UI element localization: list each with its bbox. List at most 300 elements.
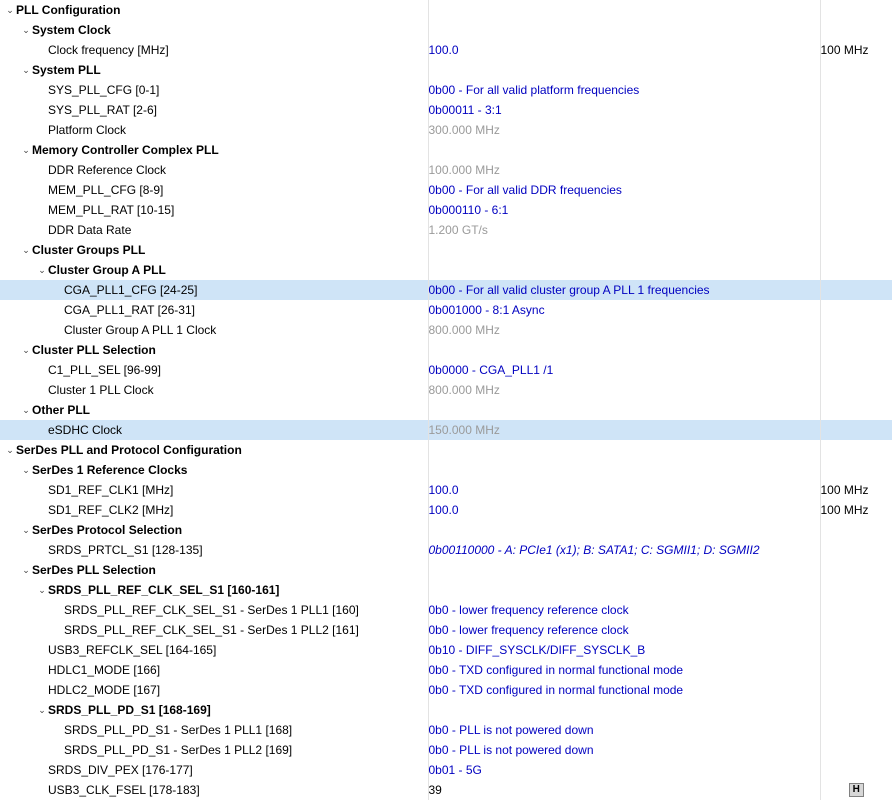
tree-row-value: 0b0 - PLL is not powered down xyxy=(428,743,594,757)
tree-row-name-cell[interactable] xyxy=(0,40,428,60)
tree-row-label: Cluster PLL Selection xyxy=(32,343,156,357)
chevron-down-icon[interactable]: ⌄ xyxy=(22,565,30,575)
tree-row-label: MEM_PLL_CFG [8-9] xyxy=(48,183,164,197)
tree-row[interactable] xyxy=(0,520,892,540)
chevron-placeholder-icon xyxy=(36,80,48,100)
tree-row-value: 0b00 - For all valid platform frequencies xyxy=(428,83,640,97)
tree-row-extra-cell[interactable] xyxy=(820,440,892,460)
tree-row-value-cell[interactable] xyxy=(428,460,820,480)
tree-row-value-cell[interactable] xyxy=(428,80,820,100)
tree-row-value-cell[interactable] xyxy=(428,500,820,520)
indent-spacer xyxy=(0,410,20,411)
tree-row-extra-cell[interactable] xyxy=(820,160,892,180)
tree-row-extra-cell[interactable] xyxy=(820,400,892,420)
tree-row-name-cell[interactable] xyxy=(0,100,428,120)
tree-row-name-cell[interactable] xyxy=(0,260,428,280)
tree-row-name-cell[interactable] xyxy=(0,580,428,600)
tree-row-value-cell[interactable] xyxy=(428,740,820,760)
tree-row-extra-cell[interactable] xyxy=(820,480,892,500)
tree-row-value-cell[interactable] xyxy=(428,120,820,140)
tree-row-value: 0b10 - DIFF_SYSCLK/DIFF_SYSCLK_B xyxy=(428,643,646,657)
tree-row[interactable] xyxy=(0,40,892,60)
tree-row-name-cell[interactable] xyxy=(0,540,428,560)
chevron-down-icon[interactable]: ⌄ xyxy=(22,465,30,475)
tree-row-value-cell[interactable] xyxy=(428,40,820,60)
chevron-placeholder-icon xyxy=(36,760,48,780)
tree-row[interactable] xyxy=(0,480,892,500)
tree-row-label: SRDS_PLL_REF_CLK_SEL_S1 - SerDes 1 PLL1 [160] xyxy=(64,603,359,617)
tree-row-extra-cell[interactable] xyxy=(820,180,892,200)
tree-row-label: USB3_CLK_FSEL [178-183] xyxy=(48,783,200,797)
indent-spacer xyxy=(0,390,36,391)
chevron-down-icon[interactable]: ⌄ xyxy=(22,245,30,255)
tree-row-extra-cell[interactable] xyxy=(820,780,892,800)
chevron-placeholder-icon xyxy=(36,220,48,240)
tree-row-value: 100.0 xyxy=(428,503,459,517)
tree-row-value: 300.000 MHz xyxy=(428,123,500,137)
tree-row-extra-cell[interactable] xyxy=(820,20,892,40)
tree-row-value-cell[interactable] xyxy=(428,0,820,20)
tree-row[interactable] xyxy=(0,360,892,380)
tree-row[interactable] xyxy=(0,620,892,640)
tree-row-value-cell[interactable] xyxy=(428,100,820,120)
tree-row-extra-cell[interactable] xyxy=(820,420,892,440)
tree-row-extra-cell[interactable] xyxy=(820,40,892,60)
chevron-placeholder-icon xyxy=(52,620,64,640)
tree-row[interactable] xyxy=(0,20,892,40)
indent-spacer xyxy=(0,190,36,191)
chevron-down-icon[interactable]: ⌄ xyxy=(38,585,46,595)
tree-row-name-cell[interactable] xyxy=(0,480,428,500)
tree-row-name-cell[interactable] xyxy=(0,620,428,640)
tree-row-name-cell[interactable] xyxy=(0,660,428,680)
chevron-placeholder-icon xyxy=(36,360,48,380)
chevron-down-icon[interactable]: ⌄ xyxy=(22,65,30,75)
tree-row-name-cell[interactable] xyxy=(0,500,428,520)
tree-row[interactable] xyxy=(0,640,892,660)
tree-row-value: 0b00110000 - A: PCIe1 (x1); B: SATA1; C: SGMII1; D: SGMII2 xyxy=(428,543,760,557)
tree-row-extra-cell[interactable] xyxy=(820,0,892,20)
tree-row-name-cell[interactable] xyxy=(0,680,428,700)
tree-row-label: Clock frequency [MHz] xyxy=(48,43,169,57)
tree-row-label: SRDS_PLL_PD_S1 - SerDes 1 PLL2 [169] xyxy=(64,743,293,757)
chevron-down-icon[interactable]: ⌄ xyxy=(6,5,14,15)
chevron-placeholder-icon xyxy=(36,200,48,220)
tree-row-label: SYS_PLL_CFG [0-1] xyxy=(48,83,160,97)
tree-row-label: System PLL xyxy=(32,63,101,77)
tree-row[interactable] xyxy=(0,60,892,80)
tree-row-extra-cell[interactable] xyxy=(820,120,892,140)
tree-row-extra-cell[interactable] xyxy=(820,720,892,740)
tree-row-value-cell[interactable] xyxy=(428,140,820,160)
tree-row-label: SRDS_DIV_PEX [176-177] xyxy=(48,763,193,777)
chevron-placeholder-icon xyxy=(36,40,48,60)
tree-row-name-cell[interactable] xyxy=(0,600,428,620)
tree-row-value: 800.000 MHz xyxy=(428,323,500,337)
tree-row-name-cell[interactable] xyxy=(0,700,428,720)
chevron-placeholder-icon xyxy=(52,280,64,300)
tree-row-extra-cell[interactable] xyxy=(820,520,892,540)
tree-row-value: 0b001000 - 8:1 Async xyxy=(428,303,545,317)
tree-row-extra-cell[interactable] xyxy=(820,240,892,260)
chevron-down-icon[interactable]: ⌄ xyxy=(22,525,30,535)
tree-row-value: 0b000110 - 6:1 xyxy=(428,203,509,217)
tree-row-label: SRDS_PLL_REF_CLK_SEL_S1 [160-161] xyxy=(48,583,280,597)
tree-row-value-cell[interactable] xyxy=(428,180,820,200)
tree-row-value-cell[interactable] xyxy=(428,60,820,80)
tree-row-value-cell[interactable] xyxy=(428,360,820,380)
tree-row-name-cell[interactable] xyxy=(0,460,428,480)
tree-row-value: 1.200 GT/s xyxy=(428,223,488,237)
tree-row-value-cell[interactable] xyxy=(428,160,820,180)
tree-row[interactable] xyxy=(0,540,892,560)
tree-row-name-cell[interactable] xyxy=(0,560,428,580)
indent-spacer xyxy=(0,350,20,351)
tree-row-name-cell[interactable] xyxy=(0,140,428,160)
tree-row-extra-cell[interactable] xyxy=(820,100,892,120)
tree-row-name-cell[interactable] xyxy=(0,440,428,460)
tree-row-extra-cell[interactable] xyxy=(820,700,892,720)
tree-row-value-cell[interactable] xyxy=(428,680,820,700)
chevron-down-icon[interactable]: ⌄ xyxy=(6,445,14,455)
indent-spacer xyxy=(0,750,52,751)
tree-row-extra: 100 MHz xyxy=(820,483,869,497)
tree-row-extra-cell[interactable] xyxy=(820,380,892,400)
chevron-placeholder-icon xyxy=(52,720,64,740)
tree-row-name-cell[interactable] xyxy=(0,720,428,740)
indent-spacer xyxy=(0,370,36,371)
tree-row-extra: 100 MHz xyxy=(820,503,869,517)
tree-row-name-cell[interactable] xyxy=(0,180,428,200)
tree-row-value-cell[interactable] xyxy=(428,320,820,340)
tree-row-name-cell[interactable] xyxy=(0,400,428,420)
tree-row-label: SRDS_PLL_PD_S1 - SerDes 1 PLL1 [168] xyxy=(64,723,293,737)
tree-row-value-cell[interactable] xyxy=(428,560,820,580)
chevron-placeholder-icon xyxy=(36,420,48,440)
tree-row-label: SRDS_PLL_PD_S1 [168-169] xyxy=(48,703,211,717)
tree-row-name-cell[interactable] xyxy=(0,200,428,220)
tree-row-extra-cell[interactable] xyxy=(820,300,892,320)
tree-row-name-cell[interactable] xyxy=(0,60,428,80)
indent-spacer xyxy=(0,550,36,551)
tree-row[interactable] xyxy=(0,440,892,460)
tree-row[interactable] xyxy=(0,280,892,300)
tree-row-extra-cell[interactable] xyxy=(820,740,892,760)
tree-row-label: System Clock xyxy=(32,23,111,37)
indent-spacer xyxy=(0,230,36,231)
tree-row[interactable] xyxy=(0,600,892,620)
tree-row-value-cell[interactable] xyxy=(428,520,820,540)
tree-row-value-cell[interactable] xyxy=(428,280,820,300)
indent-spacer xyxy=(0,210,36,211)
tree-row-label: HDLC1_MODE [166] xyxy=(48,663,161,677)
tree-row-extra-cell[interactable] xyxy=(820,680,892,700)
tree-row-name-cell[interactable] xyxy=(0,740,428,760)
tree-row-value: 39 xyxy=(428,783,442,797)
tree-row[interactable] xyxy=(0,380,892,400)
tree-row[interactable] xyxy=(0,120,892,140)
indent-spacer xyxy=(0,290,52,291)
tree-row-value-cell[interactable] xyxy=(428,300,820,320)
tree-row[interactable] xyxy=(0,260,892,280)
tree-row-value-cell[interactable] xyxy=(428,20,820,40)
tree-row-extra-cell[interactable] xyxy=(820,220,892,240)
tree-row-value: 0b00 - For all valid cluster group A PLL 1 frequencies xyxy=(428,283,710,297)
indent-spacer xyxy=(0,650,36,651)
tree-row-name-cell[interactable] xyxy=(0,520,428,540)
tree-row-extra-cell[interactable] xyxy=(820,500,892,520)
tree-row-name-cell[interactable] xyxy=(0,300,428,320)
chevron-placeholder-icon xyxy=(36,160,48,180)
tree-row-extra-cell[interactable] xyxy=(820,760,892,780)
tree-row[interactable] xyxy=(0,320,892,340)
chevron-down-icon[interactable]: ⌄ xyxy=(22,25,30,35)
indent-spacer xyxy=(0,170,36,171)
indent-spacer xyxy=(0,70,20,71)
tree-row-value-cell[interactable] xyxy=(428,240,820,260)
tree-row-value: 0b01 - 5G xyxy=(428,763,482,777)
indent-spacer xyxy=(0,470,20,471)
tree-row-value: 100.0 xyxy=(428,43,459,57)
chevron-placeholder-icon xyxy=(36,380,48,400)
tree-row-value-cell[interactable] xyxy=(428,760,820,780)
chevron-placeholder-icon xyxy=(36,120,48,140)
tree-row-label: SYS_PLL_RAT [2-6] xyxy=(48,103,157,117)
tree-row-extra-cell[interactable] xyxy=(820,340,892,360)
tree-row-name-cell[interactable] xyxy=(0,240,428,260)
tree-row-label: PLL Configuration xyxy=(16,3,121,17)
tree-row-value: 0b0 - lower frequency reference clock xyxy=(428,603,629,617)
tree-row-name-cell[interactable] xyxy=(0,20,428,40)
tree-row-value-cell[interactable] xyxy=(428,220,820,240)
tree-row-value-cell[interactable] xyxy=(428,780,820,800)
tree-row[interactable] xyxy=(0,140,892,160)
tree-row[interactable] xyxy=(0,500,892,520)
tree-row-value: 0b0 - PLL is not powered down xyxy=(428,723,594,737)
chevron-placeholder-icon xyxy=(36,660,48,680)
tree-row-label: Cluster Group A PLL 1 Clock xyxy=(64,323,217,337)
tree-row-value: 0b0 - TXD configured in normal functional mode xyxy=(428,663,684,677)
tree-row-value-cell[interactable] xyxy=(428,700,820,720)
tree-row-extra-cell[interactable] xyxy=(820,360,892,380)
tree-row-value-cell[interactable] xyxy=(428,440,820,460)
tree-row[interactable] xyxy=(0,660,892,680)
tree-row[interactable] xyxy=(0,200,892,220)
tree-row-label: DDR Reference Clock xyxy=(48,163,167,177)
tree-row-name-cell[interactable] xyxy=(0,420,428,440)
chevron-placeholder-icon xyxy=(36,640,48,660)
indent-spacer xyxy=(0,110,36,111)
tree-row-extra-cell[interactable] xyxy=(820,620,892,640)
tree-row-value: 0b00 - For all valid DDR frequencies xyxy=(428,183,622,197)
indent-spacer xyxy=(0,790,36,791)
tree-row-extra-cell[interactable] xyxy=(820,200,892,220)
tree-row-label: eSDHC Clock xyxy=(48,423,123,437)
tree-row-value: 0b0 - TXD configured in normal functional mode xyxy=(428,683,684,697)
indent-spacer xyxy=(0,310,52,311)
indent-spacer xyxy=(0,130,36,131)
indent-spacer xyxy=(0,30,20,31)
tree-row-extra-cell[interactable] xyxy=(820,140,892,160)
tree-row-label: SerDes PLL Selection xyxy=(32,563,156,577)
tree-row[interactable] xyxy=(0,460,892,480)
tree-row[interactable] xyxy=(0,80,892,100)
tree-row-label: Platform Clock xyxy=(48,123,127,137)
tree-row-name-cell[interactable] xyxy=(0,340,428,360)
indent-spacer xyxy=(0,270,36,271)
indent-spacer xyxy=(0,590,36,591)
tree-row-value-cell[interactable] xyxy=(428,200,820,220)
tree-row-label: DDR Data Rate xyxy=(48,223,132,237)
tree-row[interactable] xyxy=(0,760,892,780)
tree-row[interactable] xyxy=(0,780,892,800)
tree-row-name-cell[interactable] xyxy=(0,120,428,140)
tree-row-extra-cell[interactable] xyxy=(820,60,892,80)
tree-row-value-cell[interactable] xyxy=(428,480,820,500)
tree-row[interactable] xyxy=(0,720,892,740)
indent-spacer xyxy=(0,630,52,631)
tree-row[interactable] xyxy=(0,420,892,440)
tree-row-extra-cell[interactable] xyxy=(820,260,892,280)
indent-spacer xyxy=(0,690,36,691)
chevron-down-icon[interactable]: ⌄ xyxy=(38,705,46,715)
tree-row-value-cell[interactable] xyxy=(428,660,820,680)
indent-spacer xyxy=(0,430,36,431)
tree-row-value-cell[interactable] xyxy=(428,540,820,560)
tree-row-label: SerDes 1 Reference Clocks xyxy=(32,463,188,477)
tree-row-value-cell[interactable] xyxy=(428,400,820,420)
tree-row-label: Cluster 1 PLL Clock xyxy=(48,383,154,397)
tree-row-value-cell[interactable] xyxy=(428,260,820,280)
tree-row-extra-cell[interactable] xyxy=(820,320,892,340)
chevron-down-icon[interactable]: ⌄ xyxy=(22,405,30,415)
chevron-placeholder-icon xyxy=(36,680,48,700)
indent-spacer xyxy=(0,510,36,511)
tree-row[interactable] xyxy=(0,740,892,760)
indent-spacer xyxy=(0,490,36,491)
indent-spacer xyxy=(0,250,20,251)
tree-row[interactable] xyxy=(0,160,892,180)
tree-row-value-cell[interactable] xyxy=(428,720,820,740)
indent-spacer xyxy=(0,770,36,771)
tree-row[interactable] xyxy=(0,560,892,580)
tree-row-extra-cell[interactable] xyxy=(820,80,892,100)
tree-row-name-cell[interactable] xyxy=(0,80,428,100)
tree-row-extra: 100 MHz xyxy=(820,43,869,57)
tree-row-label: MEM_PLL_RAT [10-15] xyxy=(48,203,175,217)
tree-row-label: C1_PLL_SEL [96-99] xyxy=(48,363,161,377)
tree-row[interactable] xyxy=(0,240,892,260)
tree-row-name-cell[interactable] xyxy=(0,380,428,400)
tree-row[interactable] xyxy=(0,700,892,720)
tree-row[interactable] xyxy=(0,180,892,200)
indent-spacer xyxy=(0,710,36,711)
hex-format-badge[interactable]: H xyxy=(849,783,864,797)
tree-row[interactable] xyxy=(0,340,892,360)
chevron-placeholder-icon xyxy=(36,780,48,800)
tree-row-value: 100.000 MHz xyxy=(428,163,500,177)
tree-row-extra-cell[interactable] xyxy=(820,460,892,480)
tree-row-label: SRDS_PRTCL_S1 [128-135] xyxy=(48,543,203,557)
indent-spacer xyxy=(0,530,20,531)
tree-row-label: SerDes Protocol Selection xyxy=(32,523,183,537)
tree-row[interactable] xyxy=(0,580,892,600)
tree-row-extra-cell[interactable] xyxy=(820,560,892,580)
tree-row-name-cell[interactable] xyxy=(0,760,428,780)
tree-row-value-cell[interactable] xyxy=(428,640,820,660)
chevron-placeholder-icon xyxy=(52,300,64,320)
tree-row-extra-cell[interactable] xyxy=(820,660,892,680)
tree-row-name-cell[interactable] xyxy=(0,360,428,380)
tree-row-value-cell[interactable] xyxy=(428,380,820,400)
tree-row-value-cell[interactable] xyxy=(428,420,820,440)
tree-row-name-cell[interactable] xyxy=(0,280,428,300)
chevron-placeholder-icon xyxy=(36,500,48,520)
tree-row-value: 100.0 xyxy=(428,483,459,497)
indent-spacer xyxy=(0,730,52,731)
indent-spacer xyxy=(0,670,36,671)
tree-row-name-cell[interactable] xyxy=(0,220,428,240)
tree-row-label: Cluster Groups PLL xyxy=(32,243,146,257)
chevron-placeholder-icon xyxy=(36,480,48,500)
tree-row-extra-cell[interactable] xyxy=(820,540,892,560)
chevron-down-icon[interactable]: ⌄ xyxy=(22,145,30,155)
indent-spacer xyxy=(0,90,36,91)
tree-row[interactable] xyxy=(0,300,892,320)
tree-row-label: CGA_PLL1_RAT [26-31] xyxy=(64,303,195,317)
tree-row-value: 800.000 MHz xyxy=(428,383,500,397)
tree-row-value-cell[interactable] xyxy=(428,600,820,620)
tree-row-label: USB3_REFCLK_SEL [164-165] xyxy=(48,643,217,657)
tree-row[interactable] xyxy=(0,0,892,20)
tree-row-label: HDLC2_MODE [167] xyxy=(48,683,161,697)
tree-row[interactable] xyxy=(0,100,892,120)
indent-spacer xyxy=(0,610,52,611)
tree-row-extra-cell[interactable] xyxy=(820,280,892,300)
tree-row-value: 0b0 - lower frequency reference clock xyxy=(428,623,629,637)
tree-row-name-cell[interactable] xyxy=(0,160,428,180)
tree-row[interactable] xyxy=(0,680,892,700)
chevron-placeholder-icon xyxy=(36,540,48,560)
tree-row[interactable] xyxy=(0,220,892,240)
chevron-placeholder-icon xyxy=(36,180,48,200)
tree-row-value: 0b0000 - CGA_PLL1 /1 xyxy=(428,363,554,377)
tree-row-value-cell[interactable] xyxy=(428,340,820,360)
chevron-placeholder-icon xyxy=(52,740,64,760)
tree-row-label: Cluster Group A PLL xyxy=(48,263,166,277)
tree-row-value: 0b00011 - 3:1 xyxy=(428,103,502,117)
tree-row-extra-cell[interactable] xyxy=(820,580,892,600)
chevron-down-icon[interactable]: ⌄ xyxy=(22,345,30,355)
chevron-down-icon[interactable]: ⌄ xyxy=(38,265,46,275)
tree-row-name-cell[interactable] xyxy=(0,640,428,660)
tree-row-label: SerDes PLL and Protocol Configuration xyxy=(16,443,242,457)
tree-row-label: Other PLL xyxy=(32,403,91,417)
tree-row-value: 150.000 MHz xyxy=(428,423,500,437)
tree-row-name-cell[interactable] xyxy=(0,780,428,800)
tree-row[interactable] xyxy=(0,400,892,420)
tree-row-label: SD1_REF_CLK2 [MHz] xyxy=(48,503,174,517)
tree-row-label: SRDS_PLL_REF_CLK_SEL_S1 - SerDes 1 PLL2 [161] xyxy=(64,623,359,637)
chevron-placeholder-icon xyxy=(52,600,64,620)
tree-row-value-cell[interactable] xyxy=(428,580,820,600)
tree-row-name-cell[interactable] xyxy=(0,320,428,340)
tree-row-extra-cell[interactable] xyxy=(820,640,892,660)
indent-spacer xyxy=(0,50,36,51)
tree-row-name-cell[interactable] xyxy=(0,0,428,20)
tree-row-value-cell[interactable] xyxy=(428,620,820,640)
tree-row-extra-cell[interactable] xyxy=(820,600,892,620)
